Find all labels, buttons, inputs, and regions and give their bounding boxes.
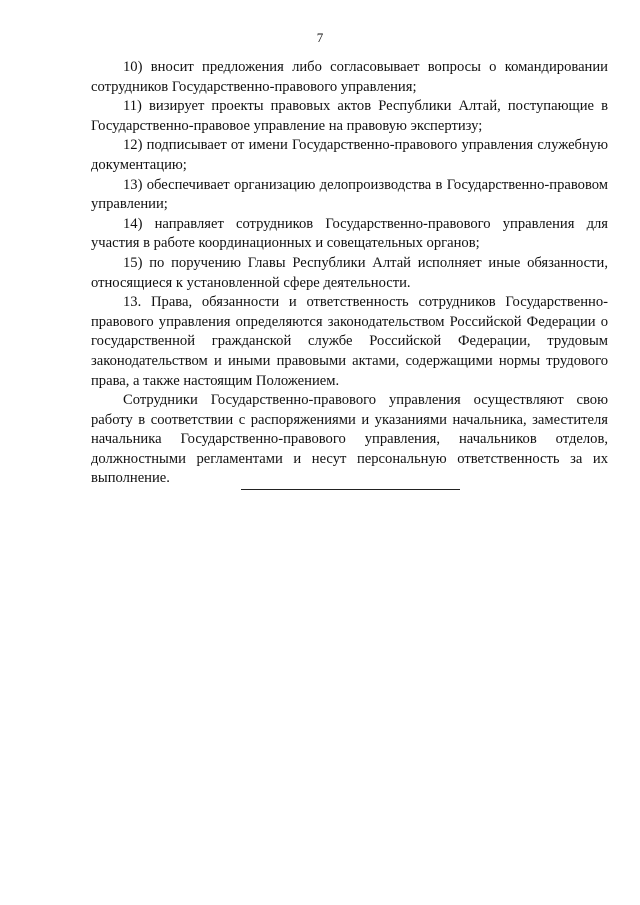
paragraph-section-13: 13. Права, обязанности и ответственность сотрудников Государственно-правового управления определяются законодательством Российской Федерации о государственной гражданской службе Российской Федерации, трудовым законодательством и иными правовыми актами, содержащими нормы трудового права, а также настоящим Положением. [91, 294, 608, 389]
page-number: 7 [316, 30, 324, 45]
paragraph-item-11: 11) визирует проекты правовых актов Республики Алтай, поступающие в Государственно-правовое управление на правовую экспертизу; [91, 98, 608, 134]
paragraph-closing: Сотрудники Государственно-правового управления осуществляют свою работу в соответствии с распоряжениями и указаниями начальника, заместителя начальника Государственно-правового управления, начальников отделов, должностными регламентами и несут персональную ответственность за их выполнение. [91, 392, 608, 487]
document-body [91, 58, 608, 489]
paragraph-item-12: 12) подписывает от имени Государственно-правового управления служебную документацию; [91, 137, 608, 173]
paragraph-item-10: 10) вносит предложения либо согласовывает вопросы о командировании сотрудников Государственно-правового управления; [91, 59, 608, 95]
paragraph-item-13: 13) обеспечивает организацию делопроизводства в Государственно-правовом управлении; [91, 176, 608, 213]
paragraph-item-14: 14) направляет сотрудников Государственно-правового управления для участия в работе координационных и совещательных органов; [91, 215, 608, 252]
paragraph-item-15: 15) по поручению Главы Республики Алтай исполняет иные обязанности, относящиеся к установленной сфере деятельности. [91, 254, 608, 291]
end-of-document-line [241, 489, 460, 490]
